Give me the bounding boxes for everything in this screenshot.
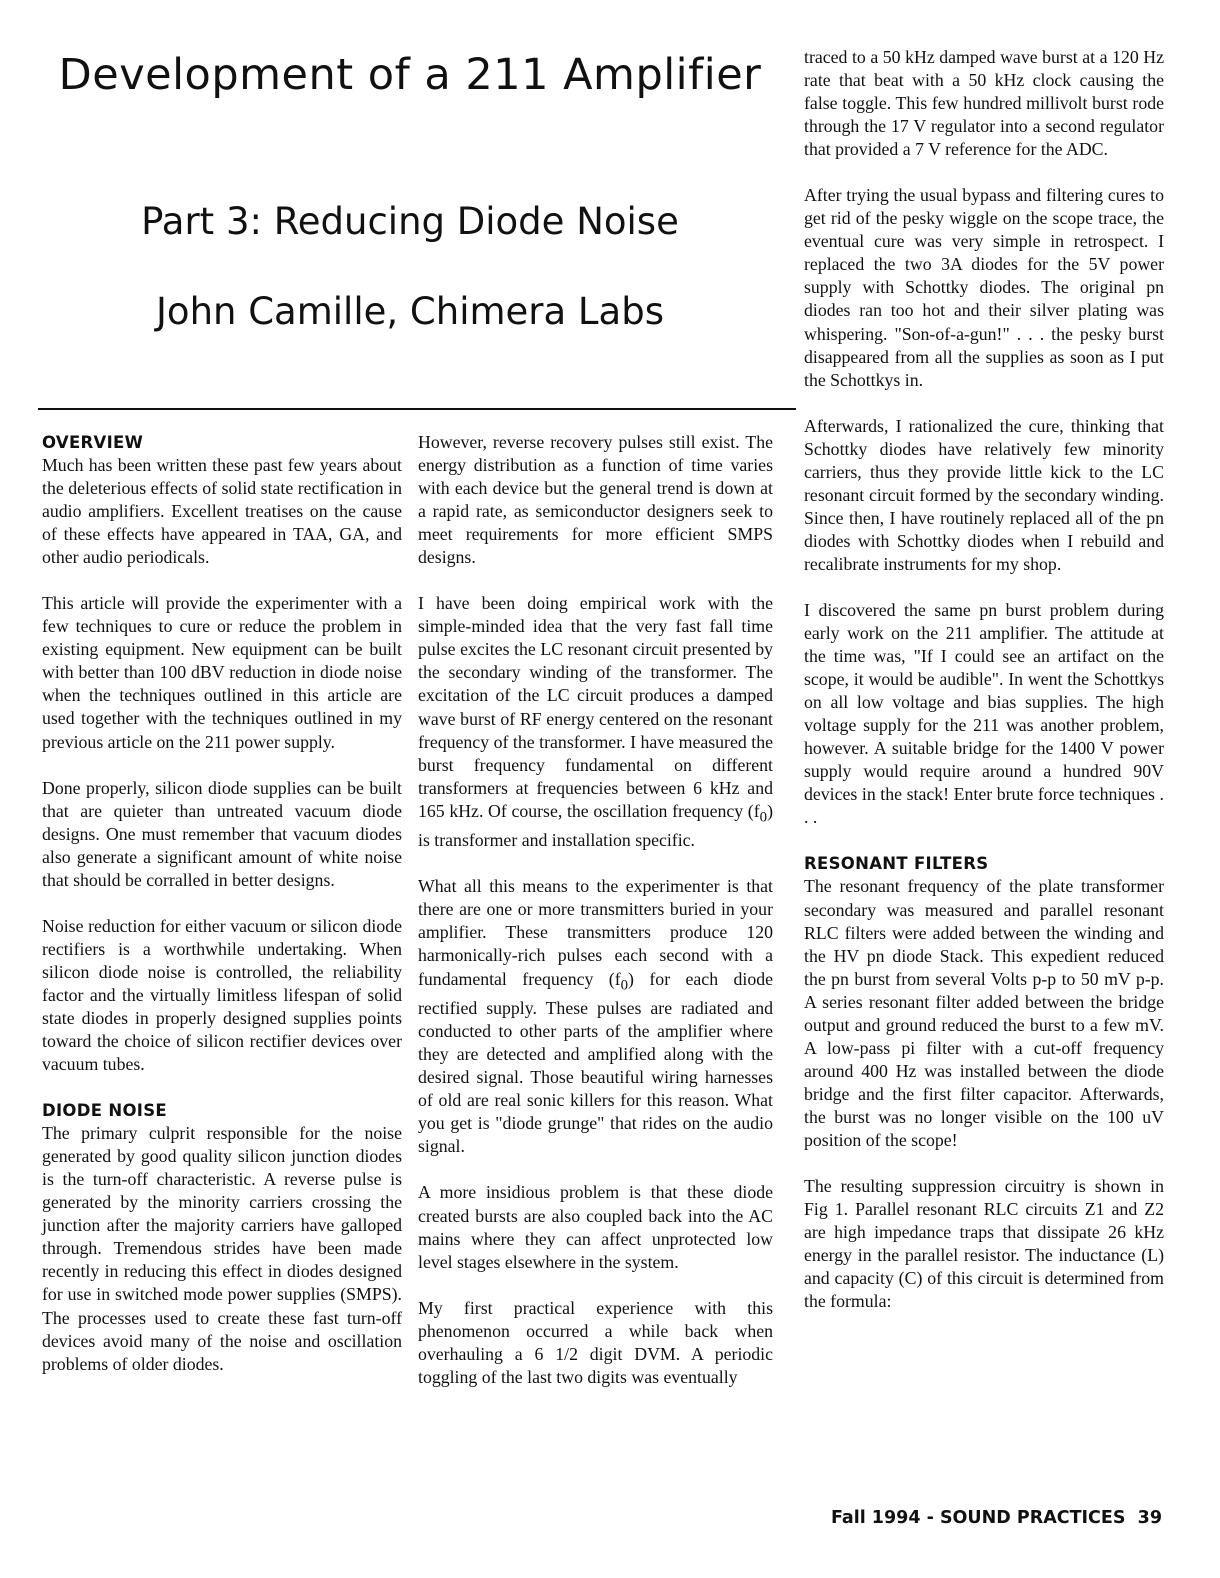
paragraph: The primary culprit responsible for the noise generated by good quality silicon junction diodes is the turn-off characteristic. A reverse pulse is generated by the minority carriers crossing the junction after the majority carriers have galloped through. Tremendous strides have been made recently in reducing this effect in diodes designed for use in switched mode power supplies (SMPS). The processes used to create these fast turn-off devices avoid many of the noise and oscillation problems of older diodes.: [42, 1123, 402, 1374]
column-3: [804, 46, 1164, 1313]
paragraph: traced to a 50 kHz damped wave burst at a 120 Hz rate that beat with a 50 kHz clock causing the false toggle. This few hundred millivolt burst rode through the 17 V regulator into a second regulator that provided a 7 V reference for the ADC.: [804, 47, 1164, 160]
paragraph: This article will provide the experimenter with a few techniques to cure or reduce the problem in existing equipment. New equipment can be built with better than 100 dBV reduction in diode noise when the techniques outlined in this article are used together with the techniques outlined in my previous article on the 211 power supply.: [42, 593, 402, 752]
paragraph: The resonant frequency of the plate transformer secondary was measured and parallel resonant RLC filters were added between the winding and the HV pn diode Stack. This expedient reduced the pn burst from several Volts p-p to 50 mV p-p. A series resonant filter added between the bridge output and ground reduced the burst to a few mV. A low-pass pi filter with a cut-off frequency around 400 Hz was installed between the diode bridge and the first filter capacitor. Afterwards, the burst was no longer visible on the 100 uV position of the scope!: [804, 876, 1164, 1150]
paragraph: The resulting suppression circuitry is shown in Fig 1. Parallel resonant RLC circuits Z1 and Z2 are high impedance traps that dissipate 26 kHz energy in the parallel resistor. The inductance (L) and capacity (C) of this circuit is determined from the formula:: [804, 1176, 1164, 1312]
subscript: 0: [620, 977, 629, 994]
paragraph-text: ) is transformer and installation specific.: [418, 800, 773, 851]
paragraph: Much has been written these past few years about the deleterious effects of solid state rectification in audio amplifiers. Excellent treatises on the cause of these effects have appeared in TAA, GA, and other audio periodicals.: [42, 455, 402, 568]
paragraph: However, reverse recovery pulses still exist. The energy distribution as a function of time varies with each device but the general trend is down at a rapid rate, as semiconductor designers seek to meet requirements for more efficient SMPS designs.: [418, 432, 773, 568]
article-author: John Camille, Chimera Labs: [156, 290, 664, 333]
paragraph: After trying the usual bypass and filtering cures to get rid of the pesky wiggle on the scope trace, the eventual cure was very simple in retrospect. I replaced the two 3A diodes for the 5V power supply with Schottky diodes. The original pn diodes ran too hot and their silver plating was whispering. "Son-of-a-gun!" . . . the pesky burst disappeared from all the supplies as soon as I put the Schottkys in.: [804, 185, 1164, 390]
paragraph-text: ) for each diode rectified supply. These pulses are radiated and conducted to other parts of the amplifier where they are detected and amplified along with the desired signal. Those beautiful wiring harnesses of old are real sonic killers for this reason. What you get is "diode grunge" that rides on the audio signal.: [418, 968, 774, 1157]
section-heading-diode-noise: DIODE NOISE: [42, 1101, 168, 1121]
title-divider: [38, 408, 796, 410]
page-footer: [812, 1508, 1162, 1528]
section-heading-resonant-filters: RESONANT FILTERS: [804, 854, 989, 874]
page-number: 39: [1137, 1508, 1162, 1528]
paragraph: I discovered the same pn burst problem during early work on the 211 amplifier. The attitude at the time was, "If I could see an artifact on the scope, it would be audible". In went the Schottkys on all low voltage and bias supplies. The high voltage supply for the 211 was another problem, however. A suitable bridge for the 1400 V power supply would require around a hundred 90V devices in the stack! Enter brute force techniques . . .: [804, 599, 1164, 828]
paragraph: Done properly, silicon diode supplies can be built that are quieter than untreated vacuum diode designs. One must remember that vacuum diodes also generate a significant amount of white noise that should be corralled in better designs.: [42, 777, 402, 890]
section-heading-overview: OVERVIEW: [42, 433, 144, 452]
magazine-name: SOUND PRACTICES: [939, 1508, 1126, 1528]
paragraph-text: What all this means to the experimenter is that there are one or more transmitters buried in your amplifier. These transmitters produce 120 harmonically-rich pulses each second with a fundamental frequency (f: [418, 876, 773, 989]
column-2: [418, 431, 773, 1389]
article-title: Development of a 211 Amplifier: [58, 50, 762, 100]
paragraph: [418, 875, 773, 1158]
subscript: 0: [759, 809, 768, 826]
paragraph: Noise reduction for either vacuum or silicon diode rectifiers is a worthwhile undertaking. When silicon diode noise is controlled, the reliability factor and the virtually limitless lifespan of solid state diodes in properly designed supplies points toward the choice of silicon rectifier devices over vacuum tubes.: [42, 915, 402, 1075]
column-1: [42, 431, 402, 1376]
paragraph: [418, 592, 773, 852]
paragraph-text: I have been doing empirical work with the simple-minded idea that the very fast fall time pulse excites the LC resonant circuit presented by the secondary winding of the transformer. The excitation of the LC circuit produces a damped wave burst of RF energy centered on the resonant frequency of the transformer. I have measured the burst frequency fundamental on different transformers at frequencies between 6 kHz and 165 kHz. Of course, the oscillation frequency (f: [418, 593, 773, 821]
paragraph: Afterwards, I rationalized the cure, thinking that Schottky diodes have relatively few minority carriers, thus they provide little kick to the LC resonant circuit formed by the secondary winding. Since then, I have routinely replaced all of the pn diodes with Schottky diodes when I rebuild and recalibrate instruments for my shop.: [804, 415, 1164, 574]
paragraph: A more insidious problem is that these diode created bursts are also coupled back into the AC mains where they can affect unprotected low level stages elsewhere in the system.: [418, 1182, 773, 1272]
issue-date: Fall 1994 -: [830, 1508, 940, 1528]
article-subtitle: Part 3: Reducing Diode Noise: [141, 200, 679, 243]
paragraph: My first practical experience with this phenomenon occurred a while back when overhauling a 6 1/2 digit DVM. A periodic toggling of the last two digits was eventually: [418, 1297, 773, 1387]
